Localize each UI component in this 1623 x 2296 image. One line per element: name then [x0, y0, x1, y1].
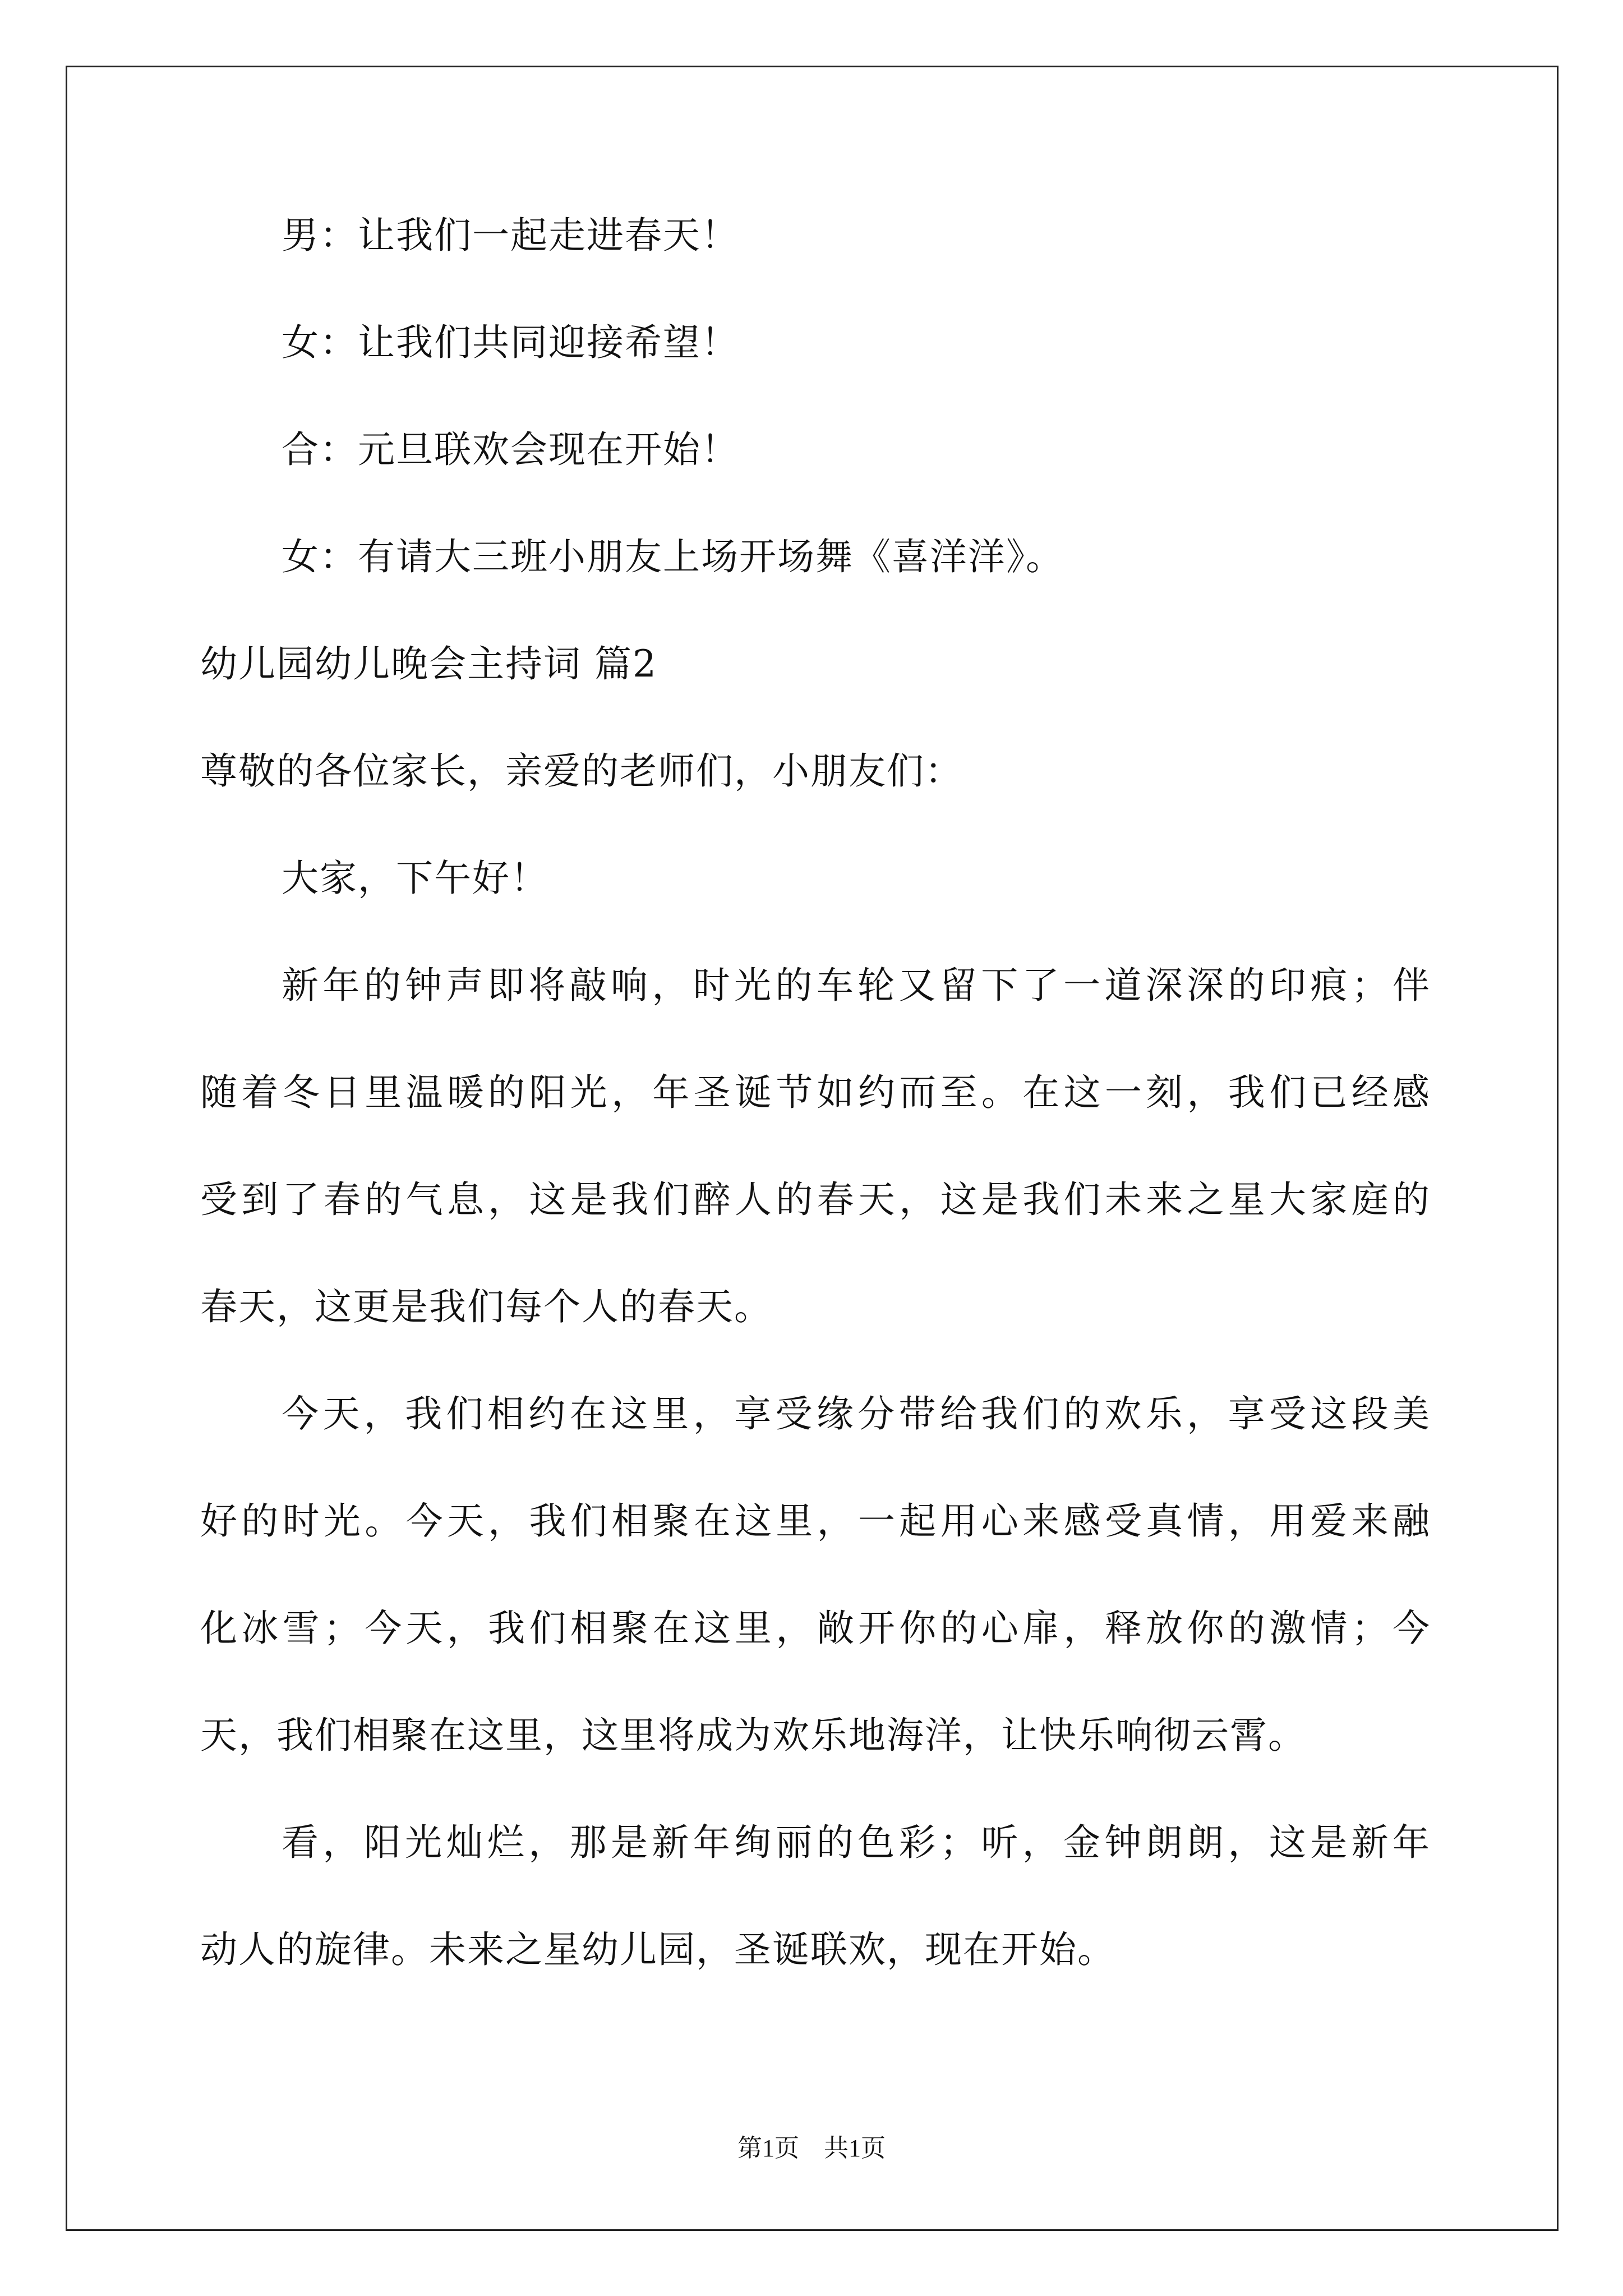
paragraph-line: 受到了春的气息，这是我们醉人的春天，这是我们未来之星大家庭的 [200, 1178, 1431, 1221]
page-number-footer: 第1页 共1页 [737, 2134, 886, 2162]
dialogue-line: 合：元旦联欢会现在开始！ [282, 428, 739, 471]
dialogue-line: 女：让我们共同迎接希望！ [282, 321, 739, 364]
salutation-line: 尊敬的各位家长，亲爱的老师们，小朋友们： [200, 749, 963, 793]
paragraph-line: 新年的钟声即将敲响，时光的车轮又留下了一道深深的印痕；伴 [282, 964, 1431, 1007]
paragraph-line: 春天，这更是我们每个人的春天。 [200, 1285, 772, 1328]
page-border [66, 66, 1559, 2231]
paragraph-line: 化冰雪；今天，我们相聚在这里，敞开你的心扉，释放你的激情；今 [200, 1607, 1431, 1650]
section-heading: 幼儿园幼儿晚会主持词 篇2 [200, 642, 657, 685]
paragraph-line: 动人的旋律。未来之星幼儿园，圣诞联欢，现在开始。 [200, 1928, 1115, 1971]
paragraph-line: 看，阳光灿烂，那是新年绚丽的色彩；听，金钟朗朗，这是新年 [282, 1821, 1431, 1864]
paragraph-line: 天，我们相聚在这里，这里将成为欢乐地海洋，让快乐响彻云霄。 [200, 1714, 1306, 1757]
paragraph-line: 随着冬日里温暖的阳光，年圣诞节如约而至。在这一刻，我们已经感 [200, 1071, 1431, 1114]
dialogue-line: 男：让我们一起走进春天！ [282, 214, 739, 257]
paragraph-line: 好的时光。今天，我们相聚在这里，一起用心来感受真情，用爱来融 [200, 1499, 1431, 1543]
dialogue-line: 女：有请大三班小朋友上场开场舞《喜洋洋》。 [282, 535, 1064, 578]
greeting-line: 大家，下午好！ [282, 857, 548, 900]
paragraph-line: 今天，我们相约在这里，享受缘分带给我们的欢乐，享受这段美 [282, 1392, 1431, 1435]
